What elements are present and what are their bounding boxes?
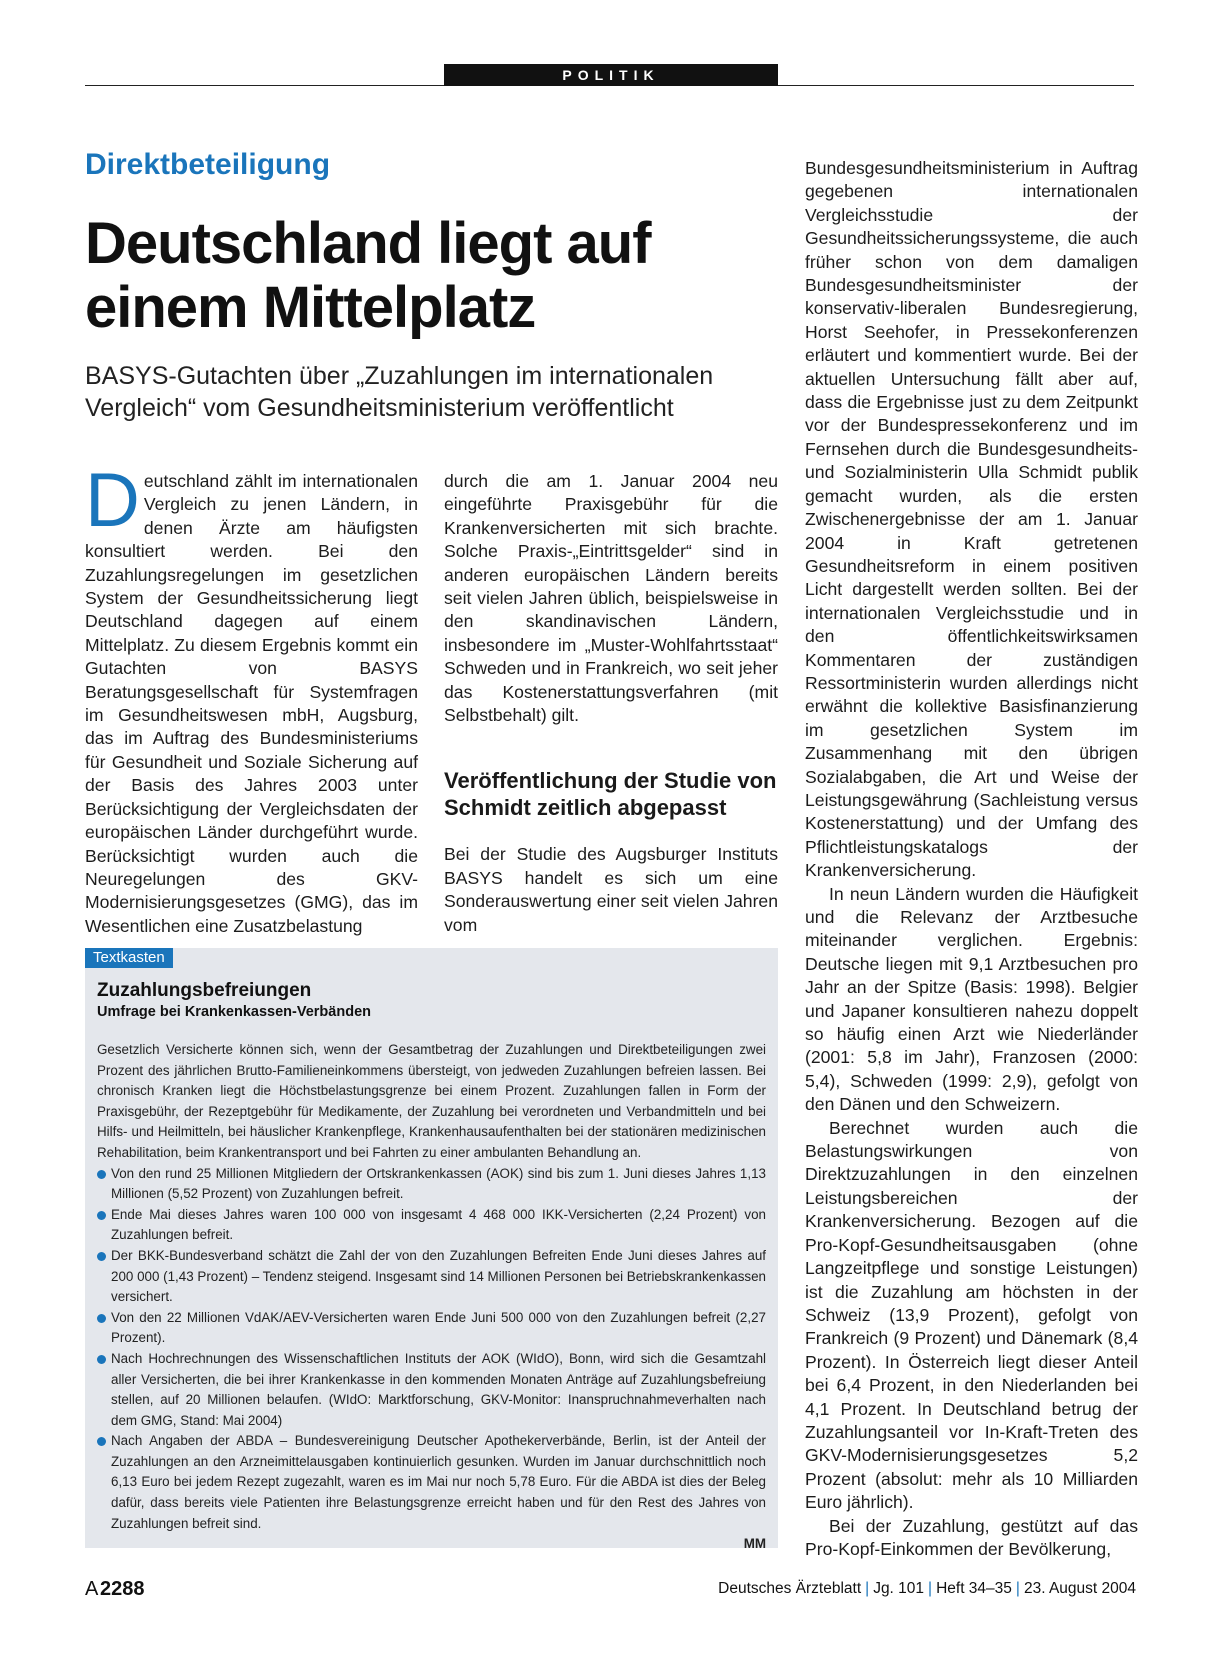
intro-text: eutschland zählt im internationalen Vergleich zu jenen Ländern, in denen Ärzte am häufigsten konsultiert werden. Bei den Zuzahlungsregelungen im gesetzlichen System der Gesundheitssicherung liegt Deutschland dagegen auf einem Mittelplatz. Zu diesem Ergebnis kommt ein Gutachten von BASYS Beratungsgesellschaft für Systemfragen im Gesundheitswesen mbH, Augsburg, das im Auftrag des Bundesministeriums für Gesundheit und Soziale Sicherung auf der Basis des Jahres 2003 unter Berücksichtigung der Vergleichsdaten der europäischen Länder durchgeführt wurde. Berücksichtigt wurden auch die Neuregelungen des GKV-Modernisierungsgesetzes (GMG), das im Wesentlichen eine Zusatzbelastung [85,471,418,936]
journal-name: Deutsches Ärzteblatt [718,1580,862,1597]
bullet-icon [97,1211,106,1220]
column-middle [444,470,778,937]
bullet-icon [97,1170,106,1179]
bullet-icon [97,1437,106,1446]
journal-issue: Heft 34–35 [936,1580,1012,1597]
list-item [97,1164,766,1205]
author-initials: MM [743,1536,766,1552]
bullet-icon [97,1252,106,1261]
list-item [97,1308,766,1349]
list-item [97,1349,766,1431]
journal-date: 23. August 2004 [1023,1580,1136,1597]
body-paragraph: Berechnet wurden auch die Belastungswirkungen von Direktzuzahlungen in den einzelnen Leistungsbereichen der Krankenversicherung. Bezogen auf die Pro-Kopf-Gesundheitsausgaben (ohne Langzeitpflege und sonstige Leistungen) ist die Zuzahlung am höchsten in der Schweiz (13,9 Prozent), gefolgt von Frankreich (9 Prozent) und Dänemark (8,4 Prozent). In Österreich liegt dieser Anteil bei 6,4 Prozent, in den Niederlanden bei 4,1 Prozent. In Deutschland betrug der Zuzahlungsanteil vor In-Kraft-Treten des GKV-Modernisierungsgesetzes 5,2 Prozent (absolut: mehr als 10 Milliarden Euro jährlich). [805,1117,1138,1513]
list-item-text: Ende Mai dieses Jahres waren 100 000 von insgesamt 4 468 000 IKK-Versicherten (2,24 Prozent) von Zuzahlungen befreit. [111,1206,766,1243]
text-box-list [97,1164,766,1535]
separator: | [1015,1580,1020,1597]
intro-paragraph [85,458,418,938]
text-box [85,948,778,1552]
article-kicker: Direktbeteiligung [85,148,331,181]
article-subheading: Veröffentlichung der Studie von Schmidt zeitlich abgepasst [444,768,777,821]
list-item [97,1205,766,1246]
body-paragraph: durch die am 1. Januar 2004 neu eingeführte Praxisgebühr für die Krankenversicherten mit sich brachte. Solche Praxis-„Eintrittsgelder“ sind in anderen europäischen Ländern bereits seit vielen Jahren üblich, beispielsweise in den skandinavischen Ländern, insbesondere im „Muster-Wohlfahrtsstaat“ Schweden und in Frankreich, wo seit jeher das Kostenerstattungsverfahren (mit Selbstbehalt) gilt. [444,471,778,726]
column-right [805,157,1138,1561]
text-box-subtitle: Umfrage bei Krankenkassen-Verbänden [97,1004,371,1020]
bullet-icon [97,1355,106,1364]
section-label: POLITIK [444,64,778,86]
body-paragraph: Bei der Zuzahlung, gestützt auf das Pro-Kopf-Einkommen der Bevölkerung, [805,1515,1138,1559]
text-box-tag: Textkasten [85,948,173,968]
separator: | [865,1580,870,1597]
page-prefix: A [85,1578,99,1600]
list-item [97,1431,766,1534]
article-subhead: BASYS-Gutachten über „Zuzahlungen im internationalen Vergleich“ vom Gesundheitsministerium veröffentlicht [85,362,714,422]
list-item-text: Nach Hochrechnungen des Wissenschaftlichen Instituts der AOK (WIdO), Bonn, wird sich die Gesamtzahl aller Versicherten, die bei ihrer Krankenkasse in den kommenden Monaten Anträge auf Zuzahlungsbefreiung stellen, auf 20 Millionen belaufen. (WIdO: Marktforschung, GKV-Monitor: Inanspruchnahmeverhalten nach dem GMG, Stand: Mai 2004) [111,1350,766,1428]
separator: | [928,1580,933,1597]
journal-citation [718,1580,1136,1598]
body-paragraph: In neun Ländern wurden die Häufigkeit und die Relevanz der Arztbesuche miteinander verglichen. Ergebnis: Deutsche liegen mit 9,1 Arztbesuchen pro Jahr an der Spitze (Basis: 1998). Belgier und Japaner konsultieren nahezu doppelt so häufig einen Arzt wie Niederländer (2001: 5,8 im Jahr), Franzosen (2000: 5,4), Schweden (1999: 2,9), gefolgt von den Dänen und den Schweizern. [805,883,1138,1115]
article-headline: Deutschland liegt auf einem Mittelplatz [85,211,651,340]
text-box-title: Zuzahlungsbefreiungen [97,980,312,1001]
list-item-text: Von den 22 Millionen VdAK/AEV-Versicherten waren Ende Juni 500 000 von den Zuzahlungen befreit (2,27 Prozent). [111,1309,766,1346]
page-number [85,1578,145,1601]
text-box-intro: Gesetzlich Versicherte können sich, wenn der Gesamtbetrag der Zuzahlungen und Direktbeteiligungen zwei Prozent des jährlichen Brutto-Familieneinkommens übersteigt, von jedweden Zuzahlungen befreien lassen. Bei chronisch Kranken liegt die Höchstbelastungsgrenze bei einem Prozent. Zuzahlungen fallen in Form der Praxisgebühr, der Rezeptgebühr für Medikamente, der Zuzahlung bei verordneten und Verbandmitteln und bei Hilfs- und Heilmitteln, bei häuslicher Krankenpflege, Krankenhausaufenthalten bei der stationären medizinischen Rehabilitation, beim Krankentransport und bei Fahrten zu einer ambulanten Behandlung an. [97,1042,766,1160]
bullet-icon [97,1314,106,1323]
journal-volume: Jg. 101 [873,1580,925,1597]
list-item-text: Nach Angaben der ABDA – Bundesvereinigung Deutscher Apothekerverbände, Berlin, ist der Anteil der Zuzahlungen an den Arzneimittelausgaben kontinuierlich gesunken. Wurden im Januar durchschnittlich noch 6,13 Euro bei jedem Rezept zugezahlt, waren es im Mai nur noch 5,78 Euro. Für die ABDA ist dies der Beleg dafür, dass bereits viele Patienten ihre Belastungsgrenze erreicht haben und für den Rest des Jahres von Zuzahlungen befreit sind. [111,1433,766,1531]
list-item-text: Von den rund 25 Millionen Mitgliedern der Ortskrankenkassen (AOK) sind bis zum 1. Juni dieses Jahres 1,13 Millionen (5,52 Prozent) von Zuzahlungen befreit. [111,1165,766,1202]
list-item-text: Der BKK-Bundesverband schätzt die Zahl der von den Zuzahlungen Befreiten Ende Juni dieses Jahres auf 200 000 (1,43 Prozent) – Tendenz steigend. Insgesamt sind 14 Millionen Personen bei Betriebskrankenkassen versichert. [111,1247,766,1305]
column-left [85,458,418,938]
text-box-body [97,1040,766,1555]
body-paragraph: Bundesgesundheitsministerium in Auftrag gegebenen internationalen Vergleichsstudie der Gesundheitssicherungssysteme, die auch früher schon von dem damaligen Bundesgesundheitsminister der konservativ-liberalen Bundesregierung, Horst Seehofer, in Pressekonferenzen erläutert und kommentiert wurde. Bei der aktuellen Untersuchung fällt aber auf, dass die Ergebnisse just zu dem Zeitpunkt vor der Bundespressekonferenz und im Fernsehen durch die Bundesgesundheits- und Sozialministerin Ulla Schmidt publik gemacht wurden, als die ersten Zwischenergebnisse der am 1. Januar 2004 in Kraft getretenen Gesundheitsreform in einem positiven Licht dargestellt werden sollten. Bei der internationalen Vergleichsstudie und in den öffentlichkeitswirksamen Kommentaren der zuständigen Ressortministerin wurden allerdings nicht erwähnt die kollektive Basisfinanzierung im gesetzlichen System im Zusammenhang mit den übrigen Sozialabgaben, die Art und Weise der Leistungsgewährung (Sachleistung versus Kostenerstattung) und der Umfang des Pflichtleistungskatalogs der Krankenversicherung. [805,158,1138,881]
list-item [97,1246,766,1308]
drop-cap: D [85,458,140,543]
page-number-value: 2288 [100,1578,145,1600]
body-paragraph: Bei der Studie des Augsburger Instituts BASYS handelt es sich um eine Sonderauswertung einer seit vielen Jahren vom [444,844,778,935]
